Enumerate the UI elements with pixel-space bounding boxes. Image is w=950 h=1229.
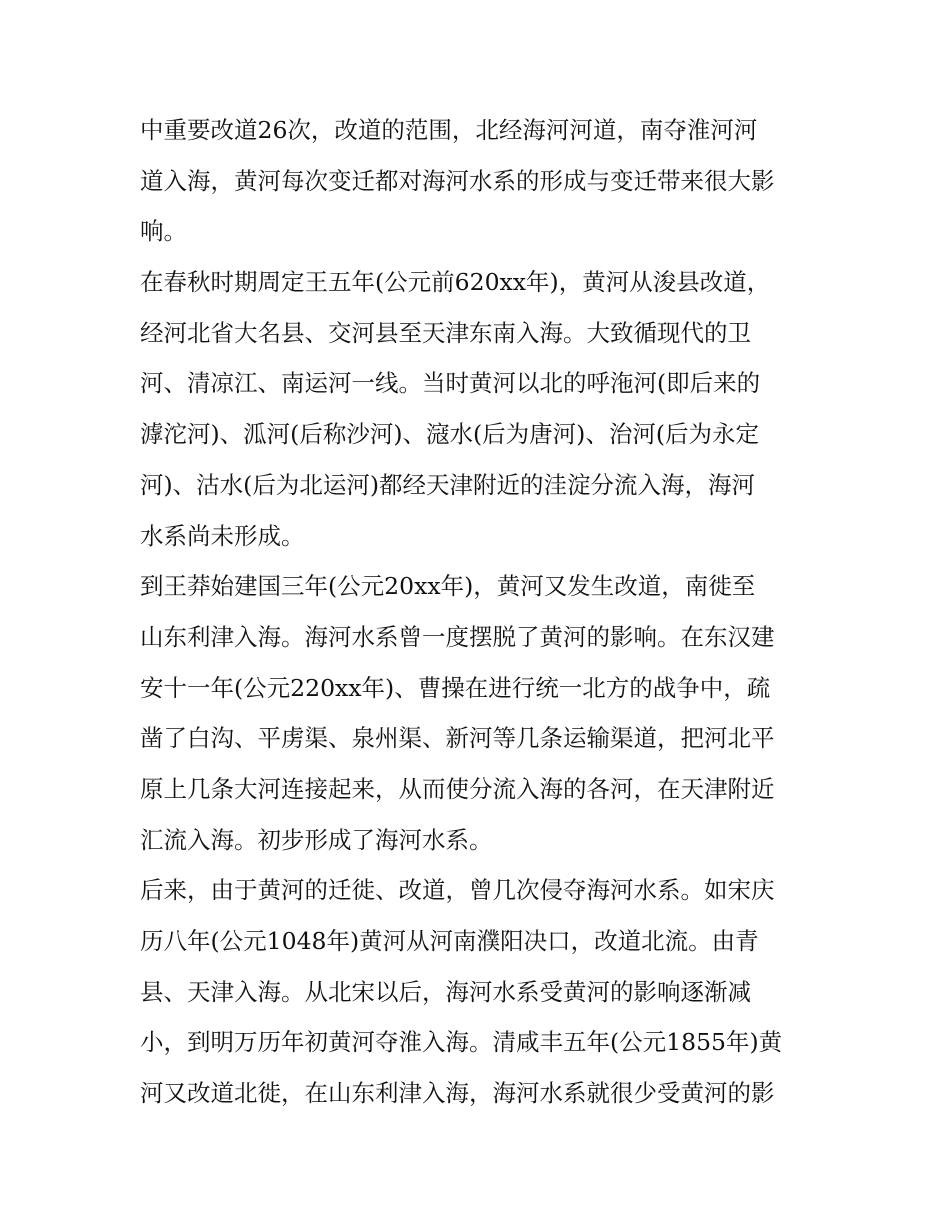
text-line: 河又改道北徙，在山东利津入海，海河水系就很少受黄河的影 xyxy=(140,1079,775,1108)
text-line: 响。 xyxy=(140,217,187,246)
text-line: 原上几条大河连接起来，从而使分流入海的各河，在天津附近 xyxy=(140,774,775,803)
text-line: 后来，由于黄河的迁徙、改道，曾几次侵夺海河水系。如宋庆 xyxy=(140,876,775,905)
text-line: 水系尚未形成。 xyxy=(140,521,305,550)
text-line: 山东利津入海。海河水系曾一度摆脱了黄河的影响。在东汉建 xyxy=(140,622,775,651)
text-line: 安十一年(公元220xx年)、曹操在进行统一北方的战争中，疏 xyxy=(140,673,771,702)
text-line: 到王莽始建国三年(公元20xx年)，黄河又发生改道，南徙至 xyxy=(140,572,756,601)
text-line: 道入海，黄河每次变迁都对海河水系的形成与变迁带来很大影 xyxy=(140,166,775,195)
text-line: 汇流入海。初步形成了海河水系。 xyxy=(140,825,493,854)
text-line: 河、清凉江、南运河一线。当时黄河以北的呼沲河(即后来的 xyxy=(140,369,761,398)
text-line: 凿了白沟、平虏渠、泉州渠、新河等几条运输渠道，把河北平 xyxy=(140,724,775,753)
text-line: 县、天津入海。从北宋以后，海河水系受黄河的影响逐渐减 xyxy=(140,977,751,1006)
text-line: 中重要改道26次，改道的范围，北经海河河道，南夺淮河河 xyxy=(140,116,758,144)
text-line: 滹沱河)、泒河(后称沙河)、滱水(后为唐河)、治河(后为永定 xyxy=(140,420,760,449)
document-body xyxy=(140,105,820,1119)
text-line: 小，到明万历年初黄河夺淮入海。清咸丰五年(公元1855年)黄 xyxy=(140,1028,783,1057)
text-line: 经河北省大名县、交河县至天津东南入海。大致循现代的卫 xyxy=(140,318,751,347)
text-line: 在春秋时期周定王五年(公元前620xx年)，黄河从浚县改道， xyxy=(140,268,771,297)
text-line: 河)、沽水(后为北运河)都经天津附近的洼淀分流入海，海河 xyxy=(140,470,756,499)
text-line: 历八年(公元1048年)黄河从河南濮阳决口，改道北流。由青 xyxy=(140,927,759,955)
